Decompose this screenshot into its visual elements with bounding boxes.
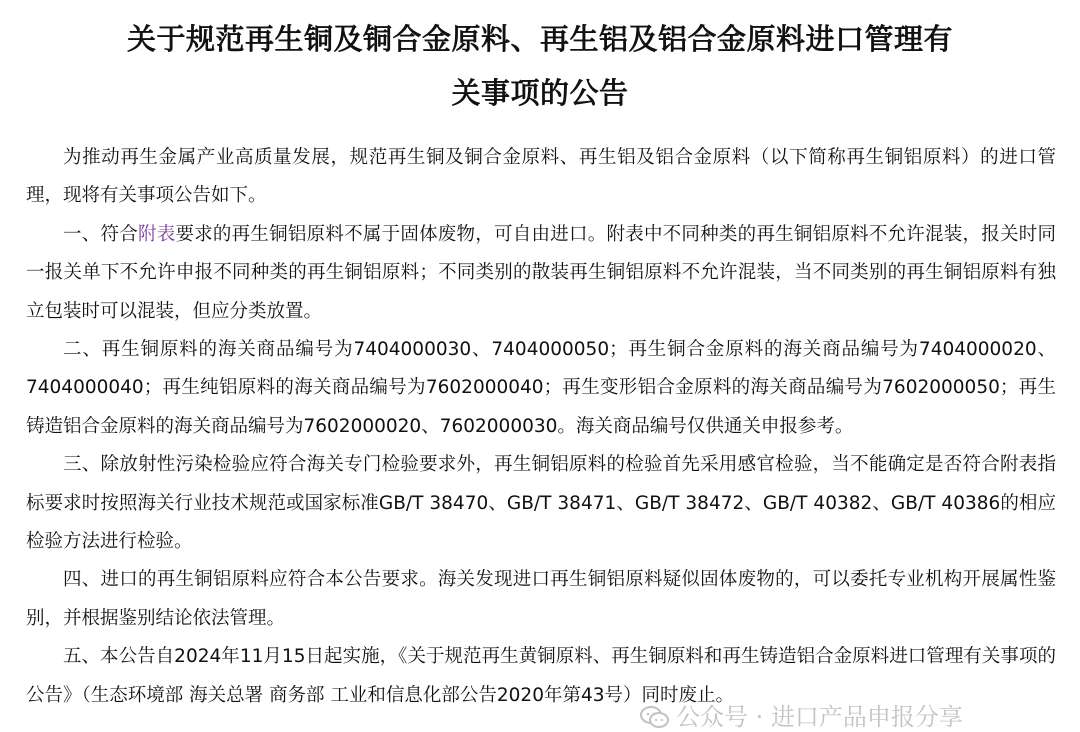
clause-1-rest: 要求的再生铜铝原料不属于固体废物，可自由进口。附表中不同种类的再生铜铝原料不允许混装，报关时同一报关单下不允许申报不同种类的再生铜铝原料；不同类别的散装再生铜铝原料不允许混装，当不同类别的再生铜铝原料有独立包装时可以混装，但应分类放置。 (26, 223, 1056, 322)
clause-3-paragraph: 三、除放射性污染检验应符合海关专门检验要求外，再生铜铝原料的检验首先采用感官检验，当不能确定是否符合附表指标要求时按照海关行业技术规范或国家标准GB/T 38470、GB/T 38471、GB/T 38472、GB/T 40382、GB/T 40386的相应检验方法进行检验。 (26, 454, 1056, 553)
document-body (26, 139, 1056, 715)
title-line-2: 关事项的公告 (451, 76, 629, 110)
appendix-link[interactable]: 附表 (137, 223, 176, 245)
wechat-icon (640, 705, 670, 731)
clause-2-paragraph: 二、再生铜原料的海关商品编号为7404000030、7404000050；再生铜合金原料的海关商品编号为7404000020、7404000040；再生纯铝原料的海关商品编号为7602000040；再生变形铝合金原料的海关商品编号为7602000050；再生铸造铝合金原料的海关商品编号为7602000020、7602000030。海关商品编号仅供通关申报参考。 (26, 339, 1056, 437)
intro-paragraph: 为推动再生金属产业高质量发展，规范再生铜及铜合金原料、再生铝及铝合金原料（以下简称再生铜铝原料）的进口管理，现将有关事项公告如下。 (26, 147, 1056, 207)
clause-4-paragraph: 四、进口的再生铜铝原料应符合本公告要求。海关发现进口再生铜铝原料疑似固体废物的，可以委托专业机构开展属性鉴别，并根据鉴别结论依法管理。 (26, 569, 1056, 629)
document-title (60, 12, 1020, 120)
title-line-1: 关于规范再生铜及铜合金原料、再生铝及铝合金原料进口管理有 (126, 22, 953, 56)
clause-5-paragraph: 五、本公告自2024年11月15日起实施，《关于规范再生黄铜原料、再生铜原料和再生铸造铝合金原料进口管理有关事项的公告》（生态环境部 海关总署 商务部 工业和信息化部公告2020年第43号）同时废止。 (26, 646, 1056, 706)
clause-1-paragraph (26, 216, 1056, 331)
watermark-text: 公众号 · 进口产品申报分享 (676, 703, 963, 731)
watermark (640, 697, 963, 732)
clause-1-lead: 一、符合 (63, 223, 138, 245)
